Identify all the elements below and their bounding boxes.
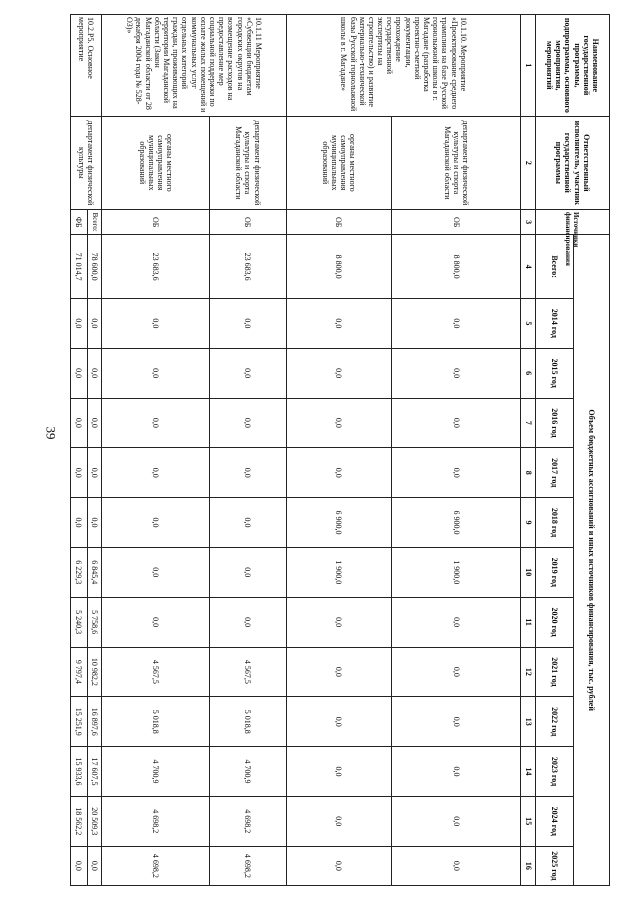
row-exec: департамент физической культуры и спорта Магаданской области xyxy=(391,116,520,209)
header-year: 2022 год xyxy=(535,697,573,747)
header-year: 2024 год xyxy=(535,796,573,846)
header-year: 2017 год xyxy=(535,448,573,498)
row-value: 0,0 xyxy=(87,348,102,398)
row-total: 23 683,6 xyxy=(210,235,287,299)
row-value: 0,0 xyxy=(210,398,287,448)
row-value: 0,0 xyxy=(102,448,210,498)
header-year: 2025 год xyxy=(535,846,573,885)
header-year: 2018 год xyxy=(535,498,573,548)
row-value: 4 567,5 xyxy=(210,647,287,697)
row-value: 0,0 xyxy=(71,846,88,885)
row-value: 0,0 xyxy=(87,846,102,885)
row-value: 0,0 xyxy=(391,348,520,398)
row-value: 0,0 xyxy=(391,647,520,697)
row-value: 0,0 xyxy=(286,747,391,797)
row-value: 4 698,2 xyxy=(210,846,287,885)
row-value: 6 900,0 xyxy=(286,498,391,548)
row-value: 20 509,3 xyxy=(87,796,102,846)
row-source: ОБ xyxy=(210,209,287,234)
row-value: 0,0 xyxy=(102,498,210,548)
header-total: Всего: xyxy=(535,235,573,299)
row-value: 0,0 xyxy=(102,348,210,398)
row-value: 0,0 xyxy=(286,647,391,697)
col-number: 11 xyxy=(521,597,536,647)
col-number: 9 xyxy=(521,498,536,548)
row-value: 5 758,6 xyxy=(87,597,102,647)
col-number: 10 xyxy=(521,547,536,597)
row-value: 0,0 xyxy=(87,298,102,348)
row-value: 0,0 xyxy=(391,298,520,348)
col-number: 12 xyxy=(521,647,536,697)
row-value: 0,0 xyxy=(391,747,520,797)
row-value: 0,0 xyxy=(210,498,287,548)
header-year: 2023 год xyxy=(535,747,573,797)
row-value: 9 797,4 xyxy=(71,647,88,697)
row-value: 0,0 xyxy=(391,597,520,647)
row-value: 0,0 xyxy=(210,547,287,597)
table-row xyxy=(210,15,287,886)
row-value: 16 897,6 xyxy=(87,697,102,747)
table-row xyxy=(391,15,520,886)
row-value: 4 700,9 xyxy=(102,747,210,797)
row-value: 4 698,2 xyxy=(102,796,210,846)
row-value: 6 900,0 xyxy=(391,498,520,548)
financing-table xyxy=(70,14,610,886)
row-value: 0,0 xyxy=(210,448,287,498)
header-name: Наименование государственной программы, подпрограммы, основного мероприятия, мероприятий xyxy=(535,15,609,117)
row-value: 0,0 xyxy=(102,597,210,647)
row-total: 8 800,0 xyxy=(286,235,391,299)
column-number-row xyxy=(521,15,536,886)
row-total: 8 800,0 xyxy=(391,235,520,299)
row-value: 0,0 xyxy=(71,348,88,398)
row-source: ФБ xyxy=(71,209,88,234)
col-number: 6 xyxy=(521,348,536,398)
page-number: 39 xyxy=(43,426,59,440)
row-value: 0,0 xyxy=(391,448,520,498)
row-exec: департамент физической культуры xyxy=(71,116,102,209)
row-value: 4 698,2 xyxy=(102,846,210,885)
row-value: 0,0 xyxy=(286,298,391,348)
row-value: 0,0 xyxy=(210,597,287,647)
row-value: 0,0 xyxy=(102,298,210,348)
rotated-page-area xyxy=(70,14,610,886)
col-number: 13 xyxy=(521,697,536,747)
row-source: ОБ xyxy=(286,209,391,234)
table-row xyxy=(102,15,210,886)
row-value: 0,0 xyxy=(286,697,391,747)
row-value: 0,0 xyxy=(286,448,391,498)
col-number: 8 xyxy=(521,448,536,498)
row-total: 23 683,6 xyxy=(102,235,210,299)
row-exec: департамент физической культуры и спорта Магаданской области xyxy=(210,116,287,209)
financing-table-wrapper xyxy=(70,14,610,886)
header-year: 2016 год xyxy=(535,398,573,448)
row-value: 18 562,2 xyxy=(71,796,88,846)
row-value: 0,0 xyxy=(286,597,391,647)
row-value: 0,0 xyxy=(286,846,391,885)
row-value: 5 018,8 xyxy=(210,697,287,747)
row-source: Всего: xyxy=(87,209,102,234)
col-number: 15 xyxy=(521,796,536,846)
row-value: 15 933,6 xyxy=(71,747,88,797)
row-value: 6 845,4 xyxy=(87,547,102,597)
col-number: 3 xyxy=(521,209,536,234)
header-year: 2015 год xyxy=(535,348,573,398)
header-year: 2021 год xyxy=(535,647,573,697)
row-value: 17 607,5 xyxy=(87,747,102,797)
row-value: 1 900,0 xyxy=(391,547,520,597)
col-number: 16 xyxy=(521,846,536,885)
col-number: 1 xyxy=(521,15,536,117)
row-value: 4 567,5 xyxy=(102,647,210,697)
col-number: 14 xyxy=(521,747,536,797)
row-value: 0,0 xyxy=(391,846,520,885)
row-value: 0,0 xyxy=(391,697,520,747)
row-value: 0,0 xyxy=(102,547,210,597)
row-source: ОБ xyxy=(391,209,520,234)
row-value: 0,0 xyxy=(391,796,520,846)
row-value: 0,0 xyxy=(71,398,88,448)
row-value: 0,0 xyxy=(286,348,391,398)
row-exec: органы местного самоуправления муниципальных образований xyxy=(286,116,391,209)
row-value: 5 240,3 xyxy=(71,597,88,647)
row-value: 4 700,9 xyxy=(210,747,287,797)
row-exec: органы местного самоуправления муниципальных образований xyxy=(102,116,210,209)
row-value: 10 982,2 xyxy=(87,647,102,697)
table-row xyxy=(87,15,102,886)
row-value: 0,0 xyxy=(286,398,391,448)
header-exec: Ответственный исполнитель, участник государственной программы xyxy=(535,116,609,209)
row-name: 10.2.Р5. Основное мероприятие xyxy=(71,15,102,117)
header-year: 2020 год xyxy=(535,597,573,647)
row-value: 0,0 xyxy=(102,398,210,448)
row-value: 0,0 xyxy=(71,448,88,498)
header-volume: Объем бюджетных ассигнований и иных источников финансирования, тыс. рублей xyxy=(574,235,610,886)
row-value: 0,0 xyxy=(391,398,520,448)
row-value: 0,0 xyxy=(87,448,102,498)
row-value: 0,0 xyxy=(87,398,102,448)
header-source: Источники финансирования xyxy=(535,209,609,234)
row-total: 78 600,0 xyxy=(87,235,102,299)
row-name: 10.1.11 Мероприятие «Субвенции бюджетам городских округов на возмещение расходов на предоставление мер социальной поддержки по оплате жилых помещений и коммунальных услуг отдельных категорий граждан, проживающих на территории Магаданской области (Закон Магаданской области от 28 декабря 2004 года № 528-ОЗ)» xyxy=(102,15,286,117)
row-value: 0,0 xyxy=(286,796,391,846)
row-value: 4 698,2 xyxy=(210,796,287,846)
table-row xyxy=(286,15,391,886)
row-name: 10.1.10. Мероприятие «Проектирование среднего трамплина на базе Русской горнолыжной школы в г. Магадане (разработка проектно-сметной документации, прохождение государственной экспертизы на строительство) и развитие материально-технической базы Русской горнолыжной школы в г. Магадане» xyxy=(286,15,521,117)
col-number: 5 xyxy=(521,298,536,348)
row-value: 1 900,0 xyxy=(286,547,391,597)
header-year: 2014 год xyxy=(535,298,573,348)
col-number: 2 xyxy=(521,116,536,209)
row-value: 0,0 xyxy=(71,498,88,548)
row-value: 15 251,9 xyxy=(71,697,88,747)
col-number: 4 xyxy=(521,235,536,299)
row-source: ОБ xyxy=(102,209,210,234)
row-value: 0,0 xyxy=(210,298,287,348)
row-value: 0,0 xyxy=(87,498,102,548)
row-total: 71 014,7 xyxy=(71,235,88,299)
row-value: 5 018,8 xyxy=(102,697,210,747)
col-number: 7 xyxy=(521,398,536,448)
row-value: 6 229,3 xyxy=(71,547,88,597)
row-value: 0,0 xyxy=(210,348,287,398)
header-year: 2019 год xyxy=(535,547,573,597)
row-value: 0,0 xyxy=(71,298,88,348)
